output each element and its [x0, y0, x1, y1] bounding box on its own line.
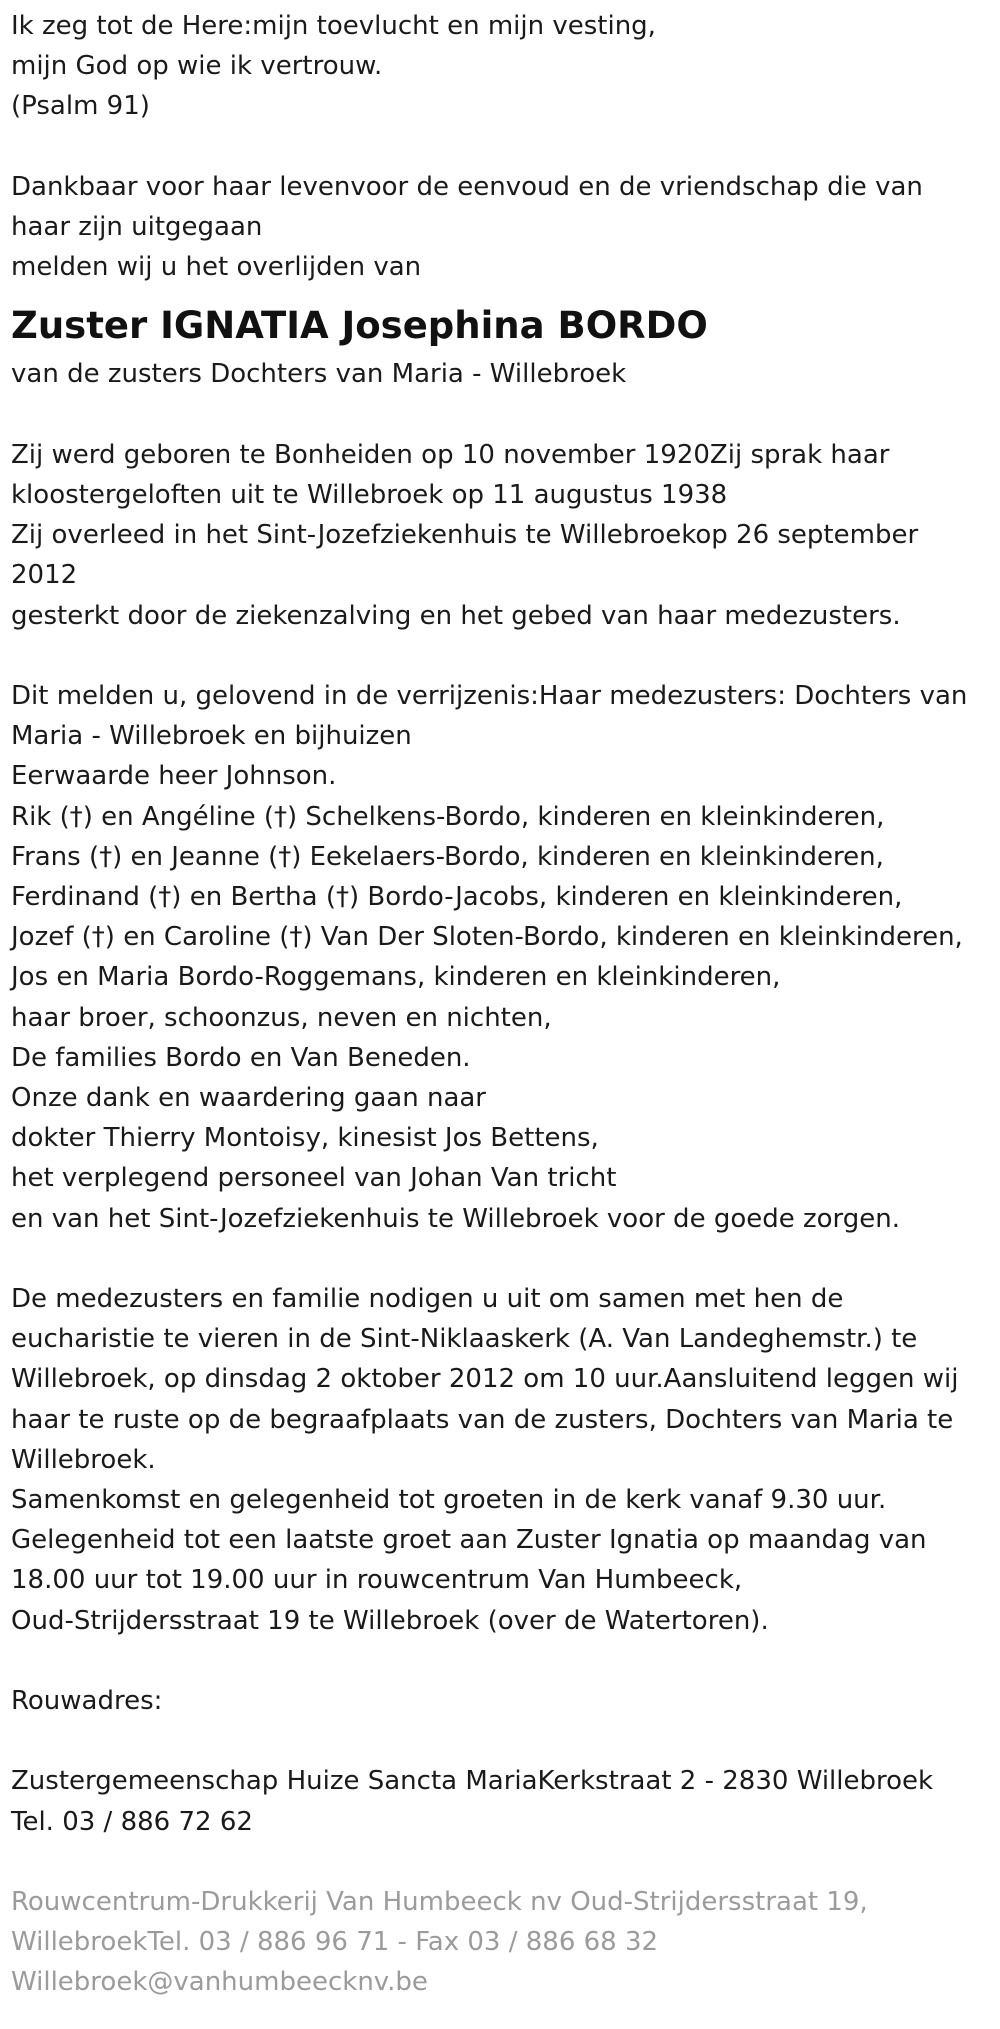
intro-text — [11, 167, 996, 288]
intro-line: Dankbaar voor haar levenvoor de eenvoud en de vriendschap die van — [11, 171, 923, 202]
spacer — [11, 636, 996, 676]
biography-line: gesterkt door de ziekenzalving en het gebed van haar medezusters. — [11, 600, 901, 631]
psalm-reference: (Psalm 91) — [11, 91, 150, 122]
spacer — [11, 1842, 996, 1882]
ceremony-details — [11, 1279, 996, 1641]
spacer — [11, 1239, 996, 1279]
ceremony-line: 18.00 uur tot 19.00 uur in rouwcentrum Van Humbeeck, — [11, 1565, 743, 1596]
ceremony-line: haar te ruste op de begraafplaats van de zusters, Dochters van Maria te — [11, 1404, 954, 1435]
ceremony-line: Willebroek, op dinsdag 2 oktober 2012 om 10 uur.Aansluitend leggen wij — [11, 1364, 959, 1395]
ceremony-line: Gelegenheid tot een laatste groet aan Zuster Ignatia op maandag van — [11, 1525, 927, 1556]
spacer — [11, 127, 996, 167]
spacer — [11, 395, 996, 435]
mourning-address-phone: Tel. 03 / 886 72 62 — [11, 1806, 253, 1837]
spacer — [11, 1641, 996, 1681]
ceremony-line: Samenkomst en gelegenheid tot groeten in de kerk vanaf 9.30 uur. — [11, 1485, 887, 1516]
announcement-line: het verplegend personeel van Johan Van tricht — [11, 1163, 617, 1194]
announcement-line: Eerwaarde heer Johnson. — [11, 761, 337, 792]
deceased-community: van de zusters Dochters van Maria - Willebroek — [11, 359, 627, 390]
announcement-line: Jozef (†) en Caroline (†) Van Der Sloten-Bordo, kinderen en kleinkinderen, — [11, 922, 963, 953]
mourning-address-label: Rouwadres: — [11, 1686, 163, 1717]
mourning-address — [11, 1761, 996, 1841]
announcement — [11, 676, 996, 1239]
announcement-line: Frans (†) en Jeanne (†) Eekelaers-Bordo, kinderen en kleinkinderen, — [11, 841, 884, 872]
announcement-line: De families Bordo en Van Beneden. — [11, 1042, 471, 1073]
spacer — [11, 1721, 996, 1761]
announcement-line: Rik (†) en Angéline (†) Schelkens-Bordo, kinderen en kleinkinderen, — [11, 801, 885, 832]
psalm-quote — [11, 6, 996, 127]
ceremony-line: eucharistie te vieren in de Sint-Niklaaskerk (A. Van Landeghemstr.) te — [11, 1324, 918, 1355]
announcement-line: Maria - Willebroek en bijhuizen — [11, 721, 412, 752]
announcement-line: en van het Sint-Jozefziekenhuis te Willebroek voor de goede zorgen. — [11, 1203, 901, 1234]
deceased-name: Zuster IGNATIA Josephina BORDO — [11, 304, 708, 348]
psalm-line: Ik zeg tot de Here:mijn toevlucht en mijn vesting, — [11, 11, 656, 41]
biography-line: kloostergeloften uit te Willebroek op 11 augustus 1938 — [11, 480, 728, 510]
footer-line: WillebroekTel. 03 / 886 96 71 - Fax 03 / 886 68 32 — [11, 1927, 659, 1958]
announcement-line: Onze dank en waardering gaan naar — [11, 1083, 486, 1114]
ceremony-line: Willebroek. — [11, 1444, 156, 1475]
ceremony-line: Oud-Strijdersstraat 19 te Willebroek (over de Watertoren). — [11, 1605, 769, 1636]
funeral-home-footer — [11, 1882, 996, 2003]
intro-line: haar zijn uitgegaan — [11, 212, 263, 242]
announcement-line: Ferdinand (†) en Bertha (†) Bordo-Jacobs, kinderen en kleinkinderen, — [11, 882, 903, 913]
biography-line: Zij werd geboren te Bonheiden op 10 november 1920Zij sprak haar — [11, 439, 890, 470]
biography-line: Zij overleed in het Sint-Jozefziekenhuis te Willebroekop 26 september — [11, 520, 919, 551]
biography — [11, 435, 996, 636]
psalm-line: mijn God op wie ik vertrouw. — [11, 51, 383, 82]
announcement-line: Dit melden u, gelovend in de verrijzenis:Haar medezusters: Dochters van — [11, 681, 968, 711]
mourning-address-line: Zustergemeenschap Huize Sancta MariaKerkstraat 2 - 2830 Willebroek — [11, 1766, 934, 1797]
announcement-line: dokter Thierry Montoisy, kinesist Jos Bettens, — [11, 1123, 599, 1154]
ceremony-line: De medezusters en familie nodigen u uit om samen met hen de — [11, 1284, 844, 1315]
announcement-line: Jos en Maria Bordo-Roggemans, kinderen en kleinkinderen, — [11, 962, 781, 993]
obituary-notice — [11, 6, 996, 2003]
footer-email: Willebroek@vanhumbeecknv.be — [11, 1967, 428, 1998]
footer-line: Rouwcentrum-Drukkerij Van Humbeeck nv Oud-Strijdersstraat 19, — [11, 1887, 868, 1918]
intro-line: melden wij u het overlijden van — [11, 252, 422, 283]
biography-line: 2012 — [11, 560, 78, 591]
announcement-line: haar broer, schoonzus, neven en nichten, — [11, 1002, 552, 1033]
